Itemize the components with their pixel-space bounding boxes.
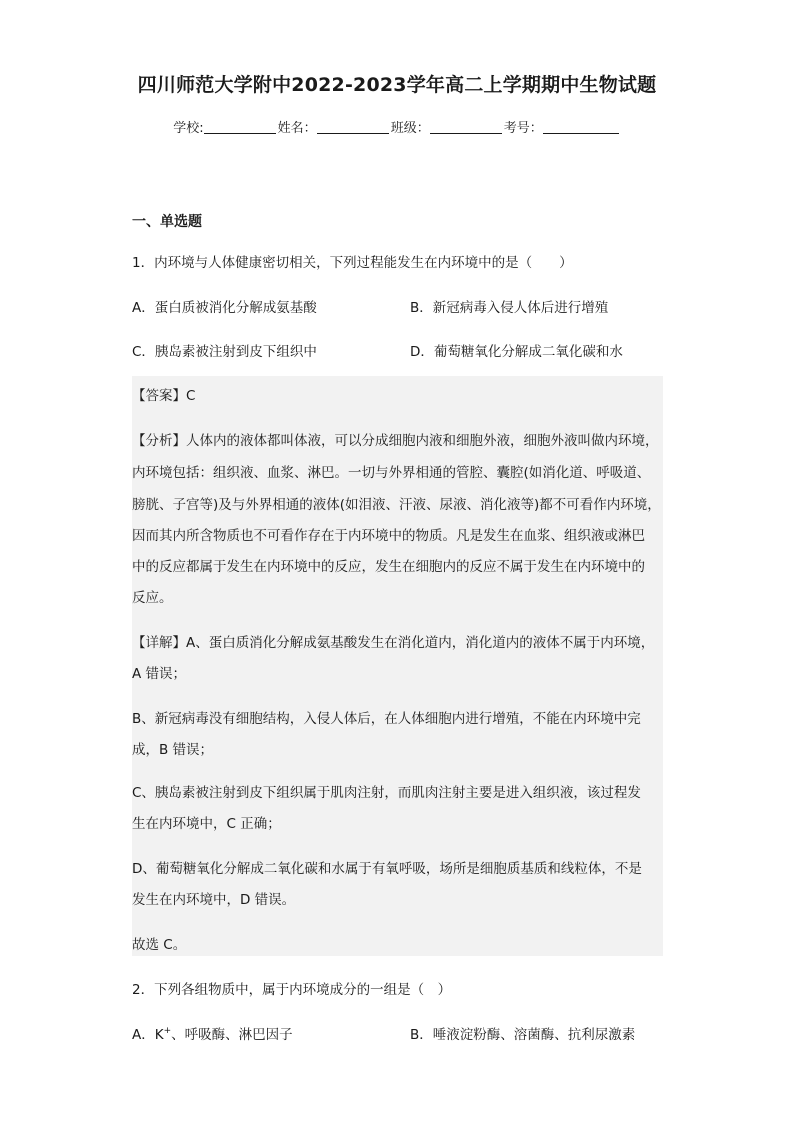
question-2-option-a [132,1023,293,1043]
analysis-line: 内环境包括：组织液、血浆、淋巴。一切与外界相通的管腔、囊腔(如消化道、呼吸道、 [132,465,651,481]
student-info-line [0,117,794,136]
id-blank[interactable] [543,120,619,134]
class-label: 班级： [390,121,430,136]
potassium-superscript: + [163,1026,172,1036]
analysis-line: 反应。 [132,590,173,606]
id-label: 考号： [503,121,543,136]
question-2-stem: 2．下列各组物质中，属于内环境成分的一组是（ ） [132,982,452,998]
school-blank[interactable] [204,120,276,134]
detail-line: C、胰岛素被注射到皮下组织属于肌肉注射，而肌肉注射主要是进入组织液，该过程发 [132,785,641,801]
detail-line: D、葡萄糖氧化分解成二氧化碳和水属于有氧呼吸，场所是细胞质基质和线粒体，不是 [132,861,642,877]
name-blank[interactable] [317,120,389,134]
conclusion-line: 故选 C。 [132,937,187,953]
question-1-stem: 1．内环境与人体健康密切相关，下列过程能发生在内环境中的是（ ） [132,255,573,271]
detail-line: 【详解】A、蛋白质消化分解成氨基酸发生在消化道内，消化道内的液体不属于内环境， [132,635,655,651]
document-title: 四川师范大学附中2022-2023学年高二上学期期中生物试题 [137,74,657,96]
question-1-option-b: B．新冠病毒入侵人体后进行增殖 [410,300,609,316]
analysis-line: 中的反应都属于发生在内环境中的反应，发生在细胞内的反应不属于发生在内环境中的 [132,559,645,575]
analysis-line: 【分析】人体内的液体都叫体液，可以分成细胞内液和细胞外液，细胞外液叫做内环境， [132,433,659,449]
name-label: 姓名： [277,121,317,136]
question-1-option-d: D．葡萄糖氧化分解成二氧化碳和水 [410,344,623,360]
question-1-option-a: A．蛋白质被消化分解成氨基酸 [132,300,317,316]
school-label: 学校: [173,121,204,136]
section-heading: 一、单选题 [132,214,202,230]
question-2-option-b: B．唾液淀粉酶、溶菌酶、抗利尿激素 [410,1027,636,1043]
answer-label: 【答案】C [132,388,196,404]
detail-line: B、新冠病毒没有细胞结构，入侵人体后，在人体细胞内进行增殖，不能在内环境中完 [132,711,641,727]
option-a-rest: 、呼吸酶、淋巴因子 [171,1027,293,1043]
detail-line: A 错误； [132,666,187,682]
detail-line: 发生在内环境中，D 错误。 [132,892,296,908]
analysis-line: 膀胱、子宫等)及与外界相通的液体(如泪液、汗液、尿液、消化液等)都不可看作内环境， [132,497,661,513]
detail-line: 生在内环境中，C 正确； [132,816,281,832]
analysis-line: 因而其内所含物质也不可看作存在于内环境中的物质。凡是发生在血浆、组织液或淋巴 [132,528,645,544]
class-blank[interactable] [430,120,502,134]
question-1-option-c: C．胰岛素被注射到皮下组织中 [132,344,317,360]
option-a-prefix: A．K [132,1027,164,1043]
detail-line: 成，B 错误； [132,742,214,758]
